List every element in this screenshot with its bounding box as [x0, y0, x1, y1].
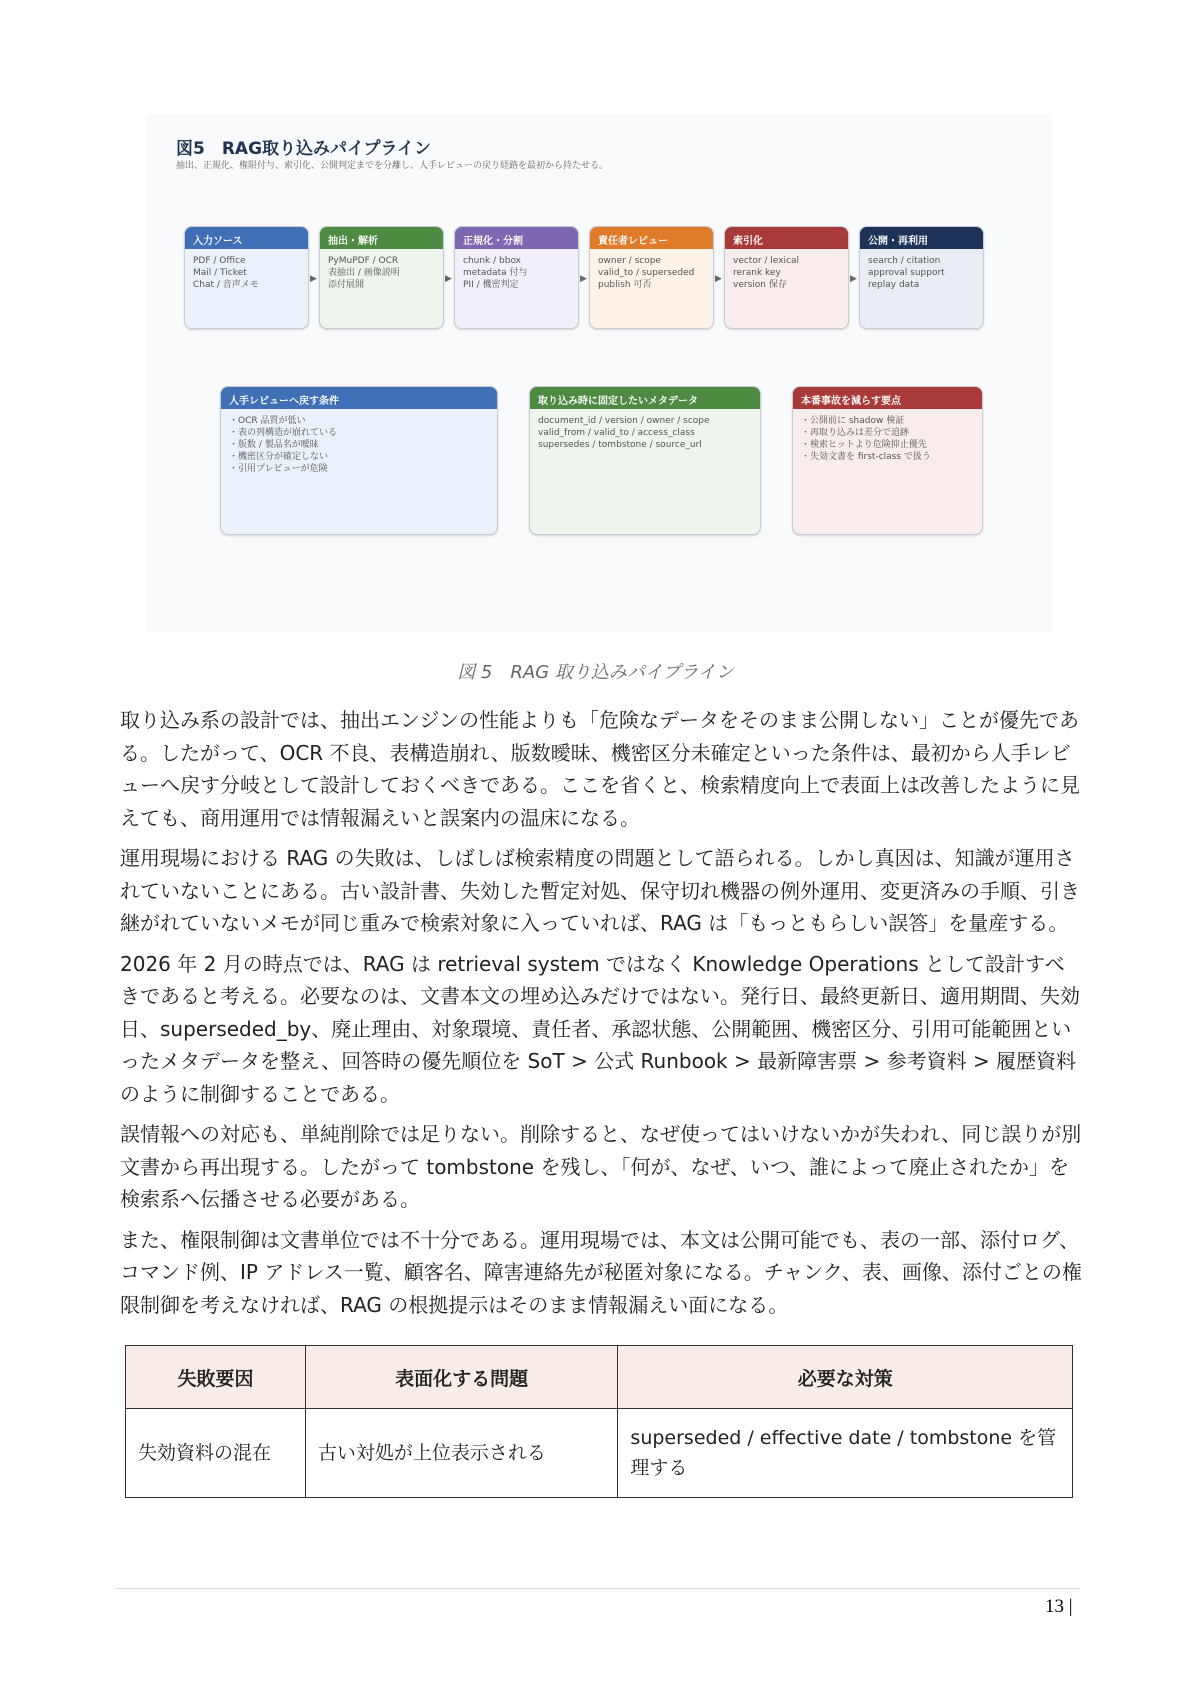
- box-body: [793, 409, 982, 469]
- box-line: PII / 機密判定: [463, 280, 519, 290]
- box-line: vector / lexical: [733, 256, 799, 266]
- pipeline-stage: [859, 226, 984, 329]
- box-line: version 保存: [733, 280, 787, 290]
- pipeline-stage: [184, 226, 309, 329]
- box-body: [320, 249, 443, 297]
- box-line: supersedes / tombstone / source_url: [538, 440, 702, 450]
- failure-table: [125, 1345, 1073, 1498]
- paragraph: 取り込み系の設計では、抽出エンジンの性能よりも「危険なデータをそのまま公開しない」ことが優先である。したがって、OCR 不良、表構造崩れ、版数曖昧、機密区分未確定といった条件は、最初から人手レビューへ戻す分岐として設計しておくべきである。ここを省くと、検索精度向上で表面上は改善したように見えても、商用運用では情報漏えいと誤案内の温床になる。: [120, 708, 1080, 830]
- column-header: 必要な対策: [618, 1346, 1073, 1409]
- box-title: 取り込み時に固定したいメタデータ: [530, 387, 760, 409]
- box-line: chunk / bbox: [463, 256, 522, 266]
- box-title: 責任者レビュー: [590, 227, 713, 249]
- box-line: 表抽出 / 画像説明: [328, 268, 400, 278]
- box-title: 抽出・解析: [320, 227, 443, 249]
- box-line: PyMuPDF / OCR: [328, 256, 399, 266]
- pipeline-figure: [146, 114, 1052, 632]
- table-header-row: [126, 1346, 1073, 1409]
- figure-title: 図5 RAG取り込みパイプライン: [176, 139, 432, 159]
- box-body: [590, 249, 713, 297]
- box-line: ・表の列構造が崩れている: [229, 428, 338, 438]
- arrow-icon: ▶: [310, 274, 317, 284]
- box-line: valid_from / valid_to / access_class: [538, 428, 695, 438]
- box-line: PDF / Office: [193, 256, 246, 266]
- box-line: ・再取り込みは差分で追跡: [801, 428, 910, 438]
- column-header: 失敗要因: [126, 1346, 306, 1409]
- box-line: ・公開前に shadow 検証: [801, 416, 905, 426]
- box-body: [221, 409, 497, 481]
- box-body: [185, 249, 308, 297]
- pipeline-stage: [319, 226, 444, 329]
- box-line: 添付展開: [328, 280, 365, 290]
- box-body: [530, 409, 760, 457]
- box-title: 正規化・分割: [455, 227, 578, 249]
- pipeline-stage: [724, 226, 849, 329]
- box-title: 索引化: [725, 227, 848, 249]
- box-line: Mail / Ticket: [193, 268, 247, 278]
- box-line: ・OCR 品質が低い: [229, 416, 306, 426]
- arrow-icon: ▶: [715, 274, 722, 284]
- box-line: ・検索ヒットより危険抑止優先: [801, 440, 927, 450]
- page-number: 13 |: [1045, 1596, 1073, 1617]
- table-cell: 失効資料の混在: [126, 1409, 306, 1498]
- box-line: Chat / 音声メモ: [193, 280, 259, 290]
- arrow-icon: ▶: [850, 274, 857, 284]
- box-line: document_id / version / owner / scope: [538, 416, 710, 426]
- info-panel: [220, 386, 498, 535]
- box-line: search / citation: [868, 256, 941, 266]
- box-line: replay data: [868, 280, 920, 290]
- paragraph: 2026 年 2 月の時点では、RAG は retrieval system ではなく Knowledge Operations として設計すべきであると考える。必要なのは、文書本文の埋め込みだけではない。発行日、最終更新日、適用期間、失効日、superseded_by、廃止理由、対象環境、責任者、承認状態、公開範囲、機密区分、引用可能範囲といったメタデータを整え、回答時の優先順位を SoT > 公式 Runbook > 最新障害票 > 参考資料 > 履歴資料のように制御することである。: [120, 951, 1080, 1106]
- arrow-icon: ▶: [445, 274, 452, 284]
- paragraph: また、権限制御は文書単位では不十分である。運用現場では、本文は公開可能でも、表の一部、添付ログ、コマンド例、IP アドレス一覧、顧客名、障害連絡先が秘匿対象になる。チャンク、表、画像、添付ごとの権限制御を考えなければ、RAG の根拠提示はそのまま情報漏えい面になる。: [120, 1227, 1082, 1317]
- body-text: [120, 704, 1082, 1329]
- footer-divider: [116, 1588, 1080, 1589]
- box-line: ・版数 / 製品名が曖昧: [229, 440, 319, 450]
- pipeline-stage: [589, 226, 714, 329]
- box-body: [725, 249, 848, 297]
- box-line: approval support: [868, 268, 945, 278]
- box-line: metadata 付与: [463, 268, 528, 278]
- column-header: 表面化する問題: [305, 1346, 618, 1409]
- box-line: rerank key: [733, 268, 781, 278]
- box-line: owner / scope: [598, 256, 661, 266]
- figure-caption: 図 5 RAG 取り込みパイプライン: [457, 662, 734, 683]
- box-line: ・引用プレビューが危険: [229, 464, 328, 474]
- paragraph: 誤情報への対応も、単純削除では足りない。削除すると、なぜ使ってはいけないかが失われ、同じ誤りが別文書から再出現する。したがって tombstone を残し、「何が、なぜ、いつ、誰によって廃止されたか」を検索系へ伝播させる必要がある。: [120, 1122, 1082, 1211]
- box-body: [860, 249, 983, 297]
- box-line: ・機密区分が確定しない: [229, 452, 329, 462]
- box-title: 公開・再利用: [860, 227, 983, 249]
- box-line: valid_to / superseded: [598, 268, 695, 278]
- figure-subtitle: 抽出、正規化、権限付与、索引化、公開判定までを分離し、人手レビューの戻り経路を最初から持たせる。: [176, 161, 609, 171]
- box-line: publish 可否: [598, 280, 652, 290]
- table-cell: 古い対処が上位表示される: [305, 1409, 618, 1498]
- table-row: [126, 1409, 1073, 1498]
- table-cell: superseded / effective date / tombstone を管理する: [618, 1409, 1073, 1498]
- box-title: 本番事故を減らす要点: [793, 387, 982, 409]
- box-title: 人手レビューへ戻す条件: [221, 387, 497, 409]
- paragraph: 運用現場における RAG の失敗は、しばしば検索精度の問題として語られる。しかし真因は、知識が運用されていないことにある。古い設計書、失効した暫定対処、保守切れ機器の例外運用、変更済みの手順、引き継がれていないメモが同じ重みで検索対象に入っていれば、RAG は「もっともらしい誤答」を量産する。: [120, 846, 1080, 935]
- pipeline-stage: [454, 226, 579, 329]
- box-line: ・失効文書を first-class で扱う: [801, 452, 931, 462]
- arrow-icon: ▶: [580, 274, 587, 284]
- info-panel: [529, 386, 761, 535]
- box-title: 入力ソース: [185, 227, 308, 249]
- info-panel: [792, 386, 983, 535]
- box-body: [455, 249, 578, 297]
